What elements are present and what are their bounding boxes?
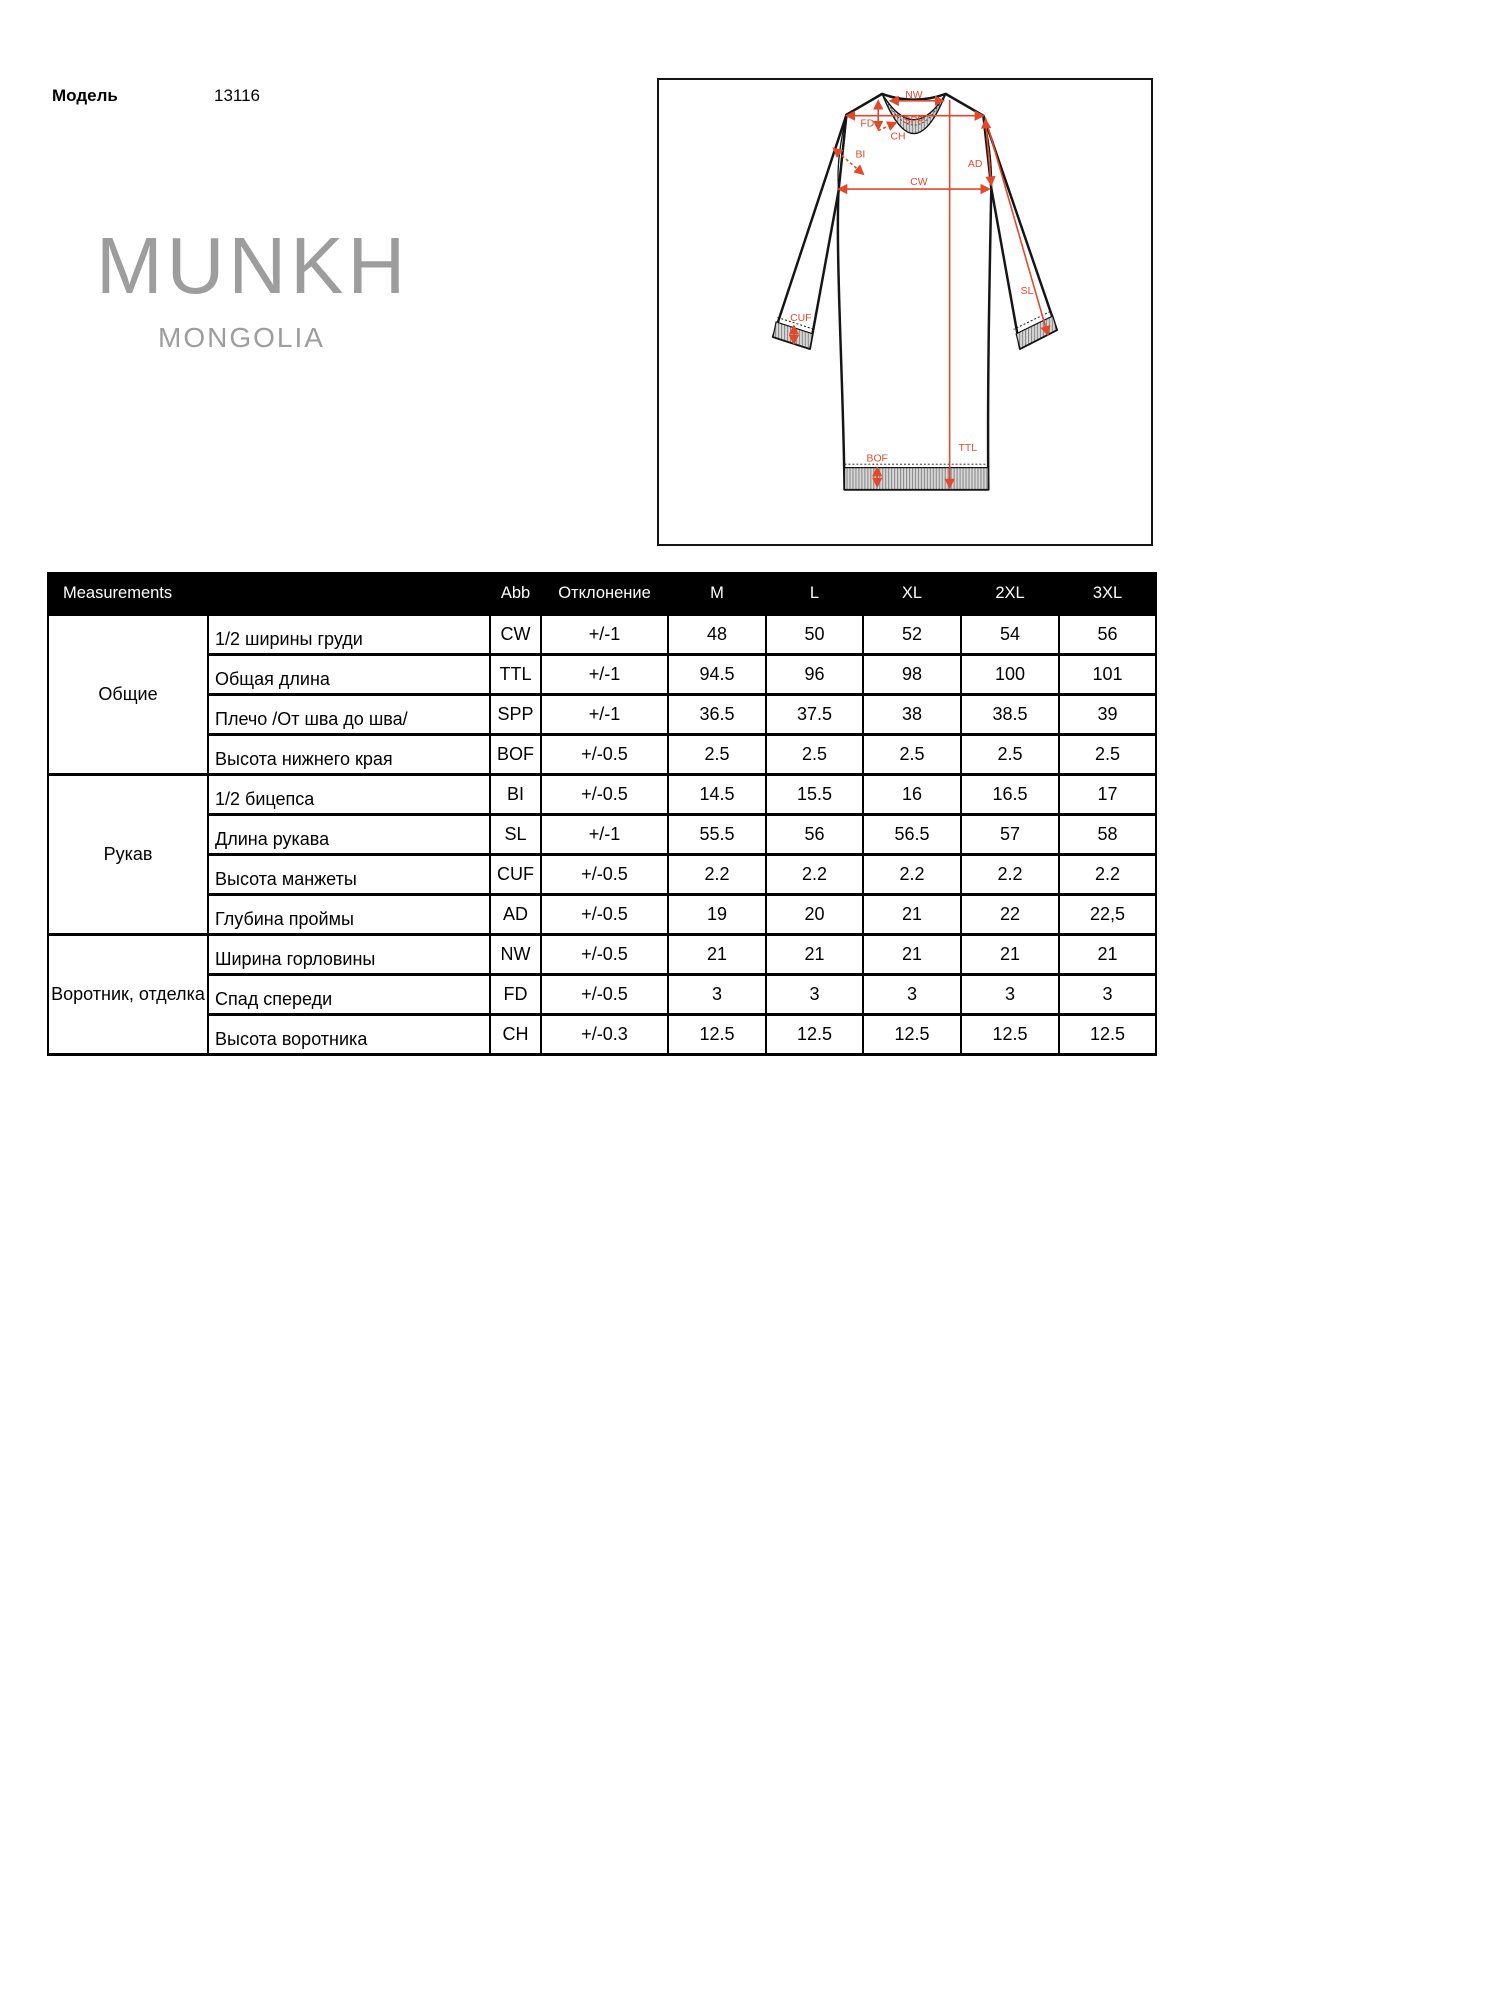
diagram-label-fd: FD	[860, 118, 875, 130]
cell-value: 17	[1059, 774, 1156, 814]
col-header-size-m: M	[668, 573, 766, 614]
diagram-label-ad: AD	[967, 159, 983, 171]
cell-value: 57	[961, 814, 1059, 854]
cell-value: 16	[863, 774, 961, 814]
garment-diagram-frame	[657, 78, 1153, 546]
cell-deviation: +/-0.5	[541, 934, 668, 974]
cell-abb: SPP	[490, 694, 541, 734]
cell-value: 36.5	[668, 694, 766, 734]
model-header	[52, 86, 261, 106]
cell-group: Общие	[48, 614, 208, 774]
cell-value: 98	[863, 654, 961, 694]
table-header-row	[48, 573, 1156, 614]
cell-value: 39	[1059, 694, 1156, 734]
cell-abb: CH	[490, 1014, 541, 1054]
table-row	[48, 734, 1156, 774]
table-row	[48, 654, 1156, 694]
cell-value: 12.5	[668, 1014, 766, 1054]
diagram-label-sl: SL	[1020, 286, 1034, 298]
cell-value: 3	[668, 974, 766, 1014]
diagram-label-cuf: CUF	[790, 312, 812, 324]
cell-value: 21	[1059, 934, 1156, 974]
table-row	[48, 894, 1156, 934]
cell-param: 1/2 ширины груди	[208, 614, 490, 654]
hem-rib-band	[844, 468, 988, 490]
cell-value: 56.5	[863, 814, 961, 854]
cell-param: Длина рукава	[208, 814, 490, 854]
cell-value: 12.5	[766, 1014, 863, 1054]
col-header-size-xl: XL	[863, 573, 961, 614]
cell-value: 96	[766, 654, 863, 694]
cell-deviation: +/-0.5	[541, 774, 668, 814]
cell-deviation: +/-1	[541, 814, 668, 854]
cell-param: 1/2 бицепса	[208, 774, 490, 814]
cell-group: Воротник, отделка	[48, 934, 208, 1054]
cell-deviation: +/-0.5	[541, 734, 668, 774]
col-header-measurements: Measurements	[48, 573, 490, 614]
cell-value: 21	[863, 934, 961, 974]
cell-value: 3	[1059, 974, 1156, 1014]
cell-value: 15.5	[766, 774, 863, 814]
diagram-label-cw: CW	[910, 177, 928, 189]
cell-value: 16.5	[961, 774, 1059, 814]
cell-abb: BOF	[490, 734, 541, 774]
cell-value: 48	[668, 614, 766, 654]
cell-value: 22	[961, 894, 1059, 934]
cell-deviation: +/-1	[541, 694, 668, 734]
cell-abb: BI	[490, 774, 541, 814]
garment-diagram	[659, 80, 1151, 544]
cell-value: 37.5	[766, 694, 863, 734]
cell-value: 52	[863, 614, 961, 654]
cell-param: Общая длина	[208, 654, 490, 694]
cell-value: 2.5	[1059, 734, 1156, 774]
cell-value: 56	[766, 814, 863, 854]
col-header-size-3xl: 3XL	[1059, 573, 1156, 614]
cell-value: 58	[1059, 814, 1156, 854]
brand-logo-text: MUNKH	[96, 221, 410, 310]
cell-param: Плечо /От шва до шва/	[208, 694, 490, 734]
cell-deviation: +/-1	[541, 614, 668, 654]
cell-value: 55.5	[668, 814, 766, 854]
cell-param: Высота воротника	[208, 1014, 490, 1054]
cell-value: 2.2	[863, 854, 961, 894]
diagram-label-ttl: TTL	[958, 442, 978, 454]
garment-outline	[773, 94, 1057, 490]
cell-param: Высота нижнего края	[208, 734, 490, 774]
cell-deviation: +/-0.5	[541, 854, 668, 894]
brand-logo-country: MONGOLIA	[158, 322, 325, 353]
model-number: 13116	[214, 86, 261, 105]
col-header-abb: Abb	[490, 573, 541, 614]
cell-value: 2.5	[668, 734, 766, 774]
cell-value: 21	[766, 934, 863, 974]
diagram-label-spp: SPP	[903, 115, 925, 127]
cell-value: 3	[863, 974, 961, 1014]
cell-param: Высота манжеты	[208, 854, 490, 894]
col-header-size-l: L	[766, 573, 863, 614]
cell-abb: FD	[490, 974, 541, 1014]
cell-value: 2.2	[668, 854, 766, 894]
cell-value: 12.5	[863, 1014, 961, 1054]
cell-value: 2.2	[766, 854, 863, 894]
cell-value: 20	[766, 894, 863, 934]
model-label: Модель	[52, 86, 118, 105]
cell-value: 12.5	[1059, 1014, 1156, 1054]
table-row	[48, 614, 1156, 654]
cell-value: 38	[863, 694, 961, 734]
cell-value: 14.5	[668, 774, 766, 814]
cell-value: 38.5	[961, 694, 1059, 734]
col-header-deviation: Отклонение	[541, 573, 668, 614]
cell-abb: CW	[490, 614, 541, 654]
col-header-size-2xl: 2XL	[961, 573, 1059, 614]
cell-param: Глубина проймы	[208, 894, 490, 934]
cell-abb: AD	[490, 894, 541, 934]
table-row	[48, 814, 1156, 854]
table-row	[48, 934, 1156, 974]
diagram-label-bi: BI	[855, 149, 866, 161]
cell-abb: SL	[490, 814, 541, 854]
cell-deviation: +/-1	[541, 654, 668, 694]
brand-logo	[96, 221, 410, 353]
cell-deviation: +/-0.5	[541, 894, 668, 934]
cell-value: 54	[961, 614, 1059, 654]
cell-param: Ширина горловины	[208, 934, 490, 974]
cell-value: 2.2	[1059, 854, 1156, 894]
cell-value: 94.5	[668, 654, 766, 694]
table-row	[48, 974, 1156, 1014]
cell-value: 2.5	[961, 734, 1059, 774]
cell-abb: CUF	[490, 854, 541, 894]
cell-value: 2.2	[961, 854, 1059, 894]
cell-value: 50	[766, 614, 863, 654]
table-row	[48, 854, 1156, 894]
cell-value: 19	[668, 894, 766, 934]
cell-value: 2.5	[766, 734, 863, 774]
cell-value: 21	[668, 934, 766, 974]
cell-param: Спад спереди	[208, 974, 490, 1014]
cell-deviation: +/-0.5	[541, 974, 668, 1014]
cell-value: 101	[1059, 654, 1156, 694]
measurements-table	[47, 572, 1157, 1056]
table-row	[48, 1014, 1156, 1054]
cell-group: Рукав	[48, 774, 208, 934]
table-row	[48, 774, 1156, 814]
diagram-label-bof: BOF	[866, 453, 888, 465]
cell-value: 21	[961, 934, 1059, 974]
cell-value: 21	[863, 894, 961, 934]
cell-value: 12.5	[961, 1014, 1059, 1054]
cell-value: 3	[961, 974, 1059, 1014]
cell-abb: NW	[490, 934, 541, 974]
cell-value: 3	[766, 974, 863, 1014]
cell-deviation: +/-0.3	[541, 1014, 668, 1054]
cell-value: 22,5	[1059, 894, 1156, 934]
cell-value: 100	[961, 654, 1059, 694]
cell-abb: TTL	[490, 654, 541, 694]
cell-value: 2.5	[863, 734, 961, 774]
cell-value: 56	[1059, 614, 1156, 654]
table-row	[48, 694, 1156, 734]
diagram-label-ch: CH	[890, 131, 906, 143]
diagram-label-nw: NW	[905, 89, 923, 101]
